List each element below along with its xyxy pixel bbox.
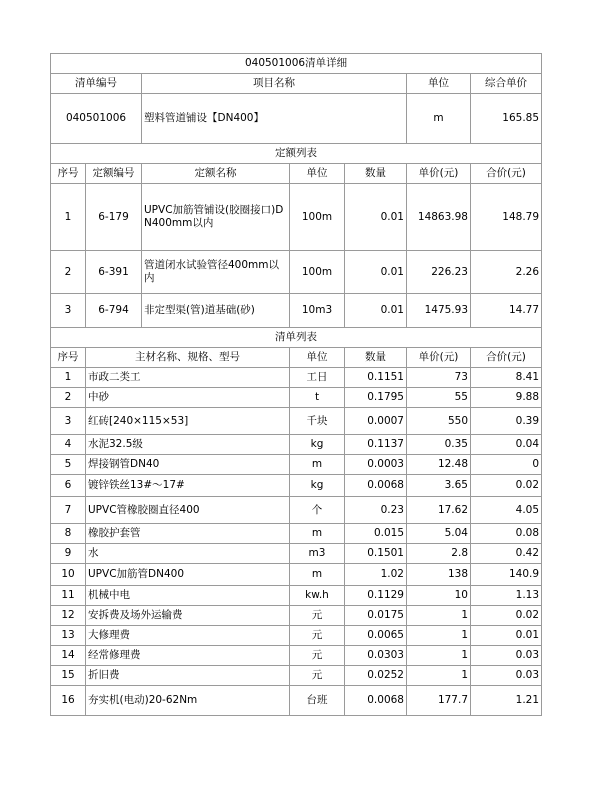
material-unit: kg [290,435,345,455]
material-name: UPVC管橡胶圈直径400 [86,497,290,524]
material-seq: 16 [51,686,86,716]
material-name: 中砂 [86,388,290,408]
bill-code-value: 040501006 [51,94,142,144]
material-qty: 0.0252 [345,666,407,686]
unit-header: 单位 [407,74,471,94]
material-name: 红砖[240×115×53] [86,408,290,435]
materials-col-seq: 序号 [51,348,86,368]
quota-total: 2.26 [471,251,542,294]
quota-code: 6-391 [86,251,142,294]
unit-price-header: 综合单价 [471,74,542,94]
material-unit: t [290,388,345,408]
material-row [51,388,542,408]
material-qty: 0.0303 [345,646,407,666]
quota-code: 6-794 [86,294,142,328]
material-price: 2.8 [407,544,471,564]
material-unit: 台班 [290,686,345,716]
material-qty: 0.0068 [345,686,407,716]
material-seq: 7 [51,497,86,524]
material-row [51,626,542,646]
material-total: 0.08 [471,524,542,544]
material-name: 安拆费及场外运输费 [86,606,290,626]
materials-col-qty: 数量 [345,348,407,368]
material-unit: 元 [290,666,345,686]
item-name-value: 塑料管道铺设【DN400】 [142,94,407,144]
quota-col-qty: 数量 [345,164,407,184]
quota-row [51,251,542,294]
material-price: 1 [407,646,471,666]
quota-price: 226.23 [407,251,471,294]
materials-section-title: 清单列表 [51,328,542,348]
unit-value: m [407,94,471,144]
material-qty: 0.0007 [345,408,407,435]
material-seq: 2 [51,388,86,408]
material-name: 折旧费 [86,666,290,686]
material-price: 12.48 [407,455,471,475]
quota-section-title: 定额列表 [51,144,542,164]
material-price: 550 [407,408,471,435]
material-total: 1.21 [471,686,542,716]
material-row [51,475,542,497]
material-unit: m [290,455,345,475]
materials-col-name: 主材名称、规格、型号 [86,348,290,368]
material-qty: 0.1501 [345,544,407,564]
material-row [51,408,542,435]
material-row [51,606,542,626]
material-unit: m3 [290,544,345,564]
material-row [51,455,542,475]
material-price: 10 [407,586,471,606]
quota-col-seq: 序号 [51,164,86,184]
quota-col-code: 定额编号 [86,164,142,184]
material-row [51,497,542,524]
material-name: 机械中电 [86,586,290,606]
material-seq: 6 [51,475,86,497]
material-qty: 0.0175 [345,606,407,626]
quota-col-name: 定额名称 [142,164,290,184]
unit-price-value: 165.85 [471,94,542,144]
quota-name: UPVC加筋管铺设(胶圈接口)DN400mm以内 [142,184,290,251]
quota-code: 6-179 [86,184,142,251]
material-total: 1.13 [471,586,542,606]
quota-seq: 1 [51,184,86,251]
material-seq: 11 [51,586,86,606]
material-total: 0 [471,455,542,475]
material-total: 140.9 [471,564,542,586]
material-name: 镀锌铁丝13#～17# [86,475,290,497]
material-qty: 0.1129 [345,586,407,606]
quota-name: 管道闭水试验管径400mm以内 [142,251,290,294]
material-name: 水泥32.5级 [86,435,290,455]
material-name: 焊接钢管DN40 [86,455,290,475]
material-unit: 工日 [290,368,345,388]
quota-seq: 3 [51,294,86,328]
quota-seq: 2 [51,251,86,294]
quota-qty: 0.01 [345,184,407,251]
material-qty: 0.1795 [345,388,407,408]
materials-col-total: 合价(元) [471,348,542,368]
material-qty: 0.015 [345,524,407,544]
material-row [51,646,542,666]
material-total: 0.03 [471,646,542,666]
material-qty: 1.02 [345,564,407,586]
material-row [51,564,542,586]
item-name-header: 项目名称 [142,74,407,94]
quota-total: 14.77 [471,294,542,328]
material-price: 138 [407,564,471,586]
material-unit: 千块 [290,408,345,435]
quota-row [51,184,542,251]
material-name: 水 [86,544,290,564]
quota-col-price: 单价(元) [407,164,471,184]
material-row [51,544,542,564]
materials-col-price: 单价(元) [407,348,471,368]
quota-price: 1475.93 [407,294,471,328]
material-unit: 元 [290,646,345,666]
material-seq: 12 [51,606,86,626]
quota-qty: 0.01 [345,251,407,294]
material-qty: 0.1137 [345,435,407,455]
material-total: 0.02 [471,475,542,497]
material-name: 市政二类工 [86,368,290,388]
material-price: 55 [407,388,471,408]
material-name: 大修理费 [86,626,290,646]
material-row [51,524,542,544]
material-total: 0.39 [471,408,542,435]
quota-unit: 100m [290,251,345,294]
material-row [51,686,542,716]
material-row [51,435,542,455]
material-price: 177.7 [407,686,471,716]
material-unit: m [290,524,345,544]
material-row [51,586,542,606]
material-row [51,666,542,686]
material-price: 3.65 [407,475,471,497]
material-price: 1 [407,606,471,626]
material-price: 1 [407,626,471,646]
material-seq: 13 [51,626,86,646]
bill-code-header: 清单编号 [51,74,142,94]
materials-col-unit: 单位 [290,348,345,368]
material-total: 0.01 [471,626,542,646]
material-total: 0.03 [471,666,542,686]
material-price: 17.62 [407,497,471,524]
materials-header-row [51,348,542,368]
bill-detail-table [50,53,542,716]
material-seq: 10 [51,564,86,586]
material-unit: kw.h [290,586,345,606]
material-unit: kg [290,475,345,497]
material-unit: m [290,564,345,586]
material-name: UPVC加筋管DN400 [86,564,290,586]
material-seq: 5 [51,455,86,475]
material-price: 73 [407,368,471,388]
material-seq: 9 [51,544,86,564]
material-name: 橡胶护套管 [86,524,290,544]
material-name: 夯实机(电动)20-62Nm [86,686,290,716]
material-qty: 0.0068 [345,475,407,497]
quota-col-unit: 单位 [290,164,345,184]
quota-qty: 0.01 [345,294,407,328]
table-title: 040501006清单详细 [51,54,542,74]
material-total: 4.05 [471,497,542,524]
material-total: 0.42 [471,544,542,564]
material-total: 0.02 [471,606,542,626]
quota-unit: 100m [290,184,345,251]
material-qty: 0.23 [345,497,407,524]
material-row [51,368,542,388]
material-name: 经常修理费 [86,646,290,666]
material-seq: 15 [51,666,86,686]
quota-header-row [51,164,542,184]
material-unit: 元 [290,626,345,646]
material-qty: 0.1151 [345,368,407,388]
quota-total: 148.79 [471,184,542,251]
material-total: 0.04 [471,435,542,455]
material-seq: 3 [51,408,86,435]
material-unit: 元 [290,606,345,626]
quota-row [51,294,542,328]
material-total: 8.41 [471,368,542,388]
material-seq: 14 [51,646,86,666]
material-price: 0.35 [407,435,471,455]
material-price: 1 [407,666,471,686]
material-total: 9.88 [471,388,542,408]
quota-col-total: 合价(元) [471,164,542,184]
quota-name: 非定型渠(管)道基础(砂) [142,294,290,328]
material-price: 5.04 [407,524,471,544]
quota-price: 14863.98 [407,184,471,251]
material-seq: 1 [51,368,86,388]
material-qty: 0.0065 [345,626,407,646]
material-seq: 4 [51,435,86,455]
material-seq: 8 [51,524,86,544]
quota-unit: 10m3 [290,294,345,328]
material-unit: 个 [290,497,345,524]
material-qty: 0.0003 [345,455,407,475]
